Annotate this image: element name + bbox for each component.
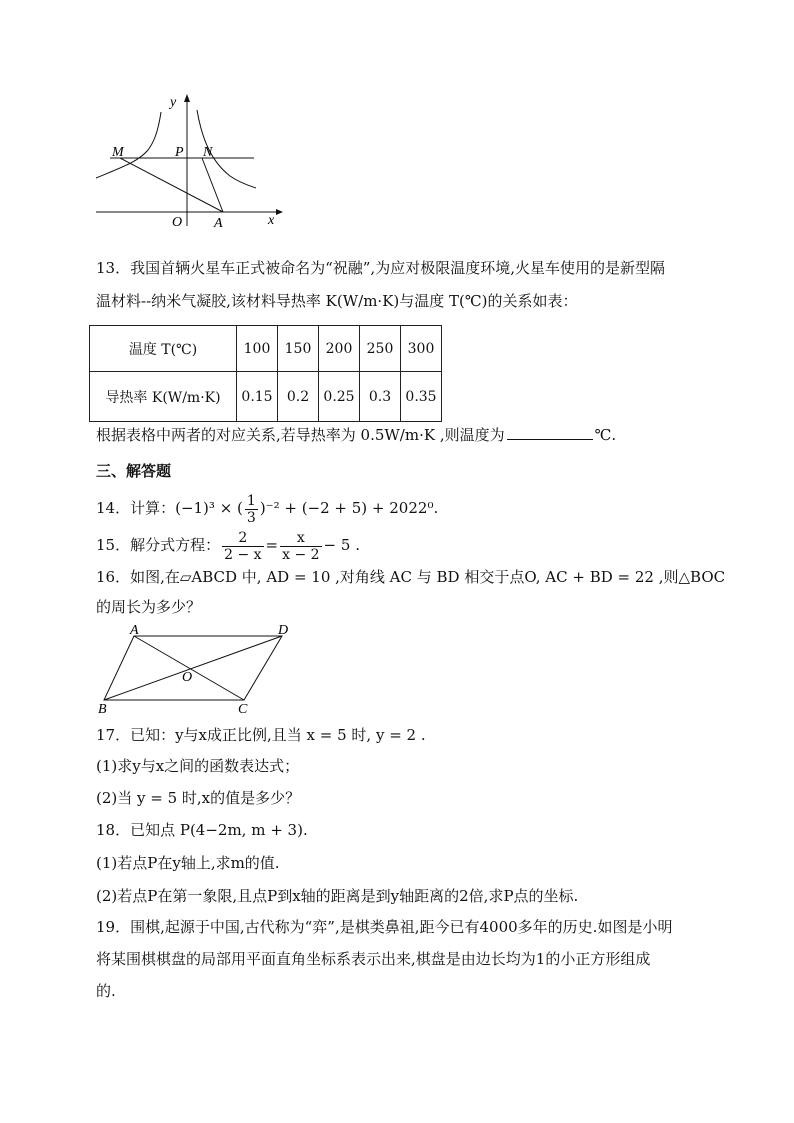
q16-line2: 的周长为多少？ — [96, 598, 202, 616]
table-cell: 250 — [360, 326, 401, 372]
q15-f2-num: x — [280, 530, 321, 547]
fig16-label-o: O — [182, 670, 193, 685]
table-cell: 0.3 — [360, 372, 401, 422]
q18-line3: (2)若点P在第一象限,且点P到x轴的距离是到y轴距离的2倍,求P点的坐标. — [96, 887, 579, 905]
q15-f1-den: 2 − x — [224, 546, 262, 563]
q15 — [96, 527, 360, 563]
hyperbola-figure — [90, 90, 290, 230]
fig16-label-a: A — [130, 624, 139, 638]
fig12-label-m: M — [112, 145, 124, 160]
q14 — [96, 490, 438, 526]
fig12-label-a: A — [214, 216, 223, 230]
fig12-label-x: x — [268, 213, 275, 228]
q15-f2-den: x − 2 — [282, 546, 320, 563]
table-cell: 0.35 — [401, 372, 442, 422]
fig12-label-y: y — [170, 95, 177, 110]
table-cell: 0.25 — [319, 372, 360, 422]
q19-line2: 将某围棋棋盘的局部用平面直角坐标系表示出来,棋盘是由边长均为1的小正方形组成 — [96, 950, 651, 968]
q14-frac-den: 3 — [246, 509, 256, 526]
table-cell: 300 — [401, 326, 442, 372]
q13-question — [96, 425, 616, 445]
q14-expr-a: (−1)³ × ( — [175, 499, 243, 517]
q15-equals: = — [265, 536, 279, 554]
fig16-label-b: B — [98, 702, 107, 716]
section-title: 三、解答题 — [96, 462, 172, 480]
fig12-label-o: O — [172, 215, 183, 230]
q18-line1: 18．已知点 P(4−2m, m + 3). — [96, 821, 308, 839]
q15-fraction-1 — [222, 530, 263, 563]
q14-expr-b: )⁻² + (−2 + 5) + 2022⁰. — [259, 499, 439, 517]
answer-blank — [507, 425, 593, 440]
q15-fraction-2 — [280, 530, 321, 563]
q17-line3: (2)当 y = 5 时,x的值是多少？ — [96, 789, 301, 807]
q19-line1: 19．围棋,起源于中国,古代称为“弈”,是棋类鼻祖,距今已有4000多年的历史.如图是小明 — [96, 918, 673, 936]
table-cell: 100 — [237, 326, 278, 372]
table-header-temperature: 温度 T(℃) — [90, 326, 237, 372]
table-cell: 0.2 — [278, 372, 319, 422]
q15-tail: − 5 . — [323, 536, 360, 554]
q14-frac-num: 1 — [246, 492, 256, 509]
q17-line2: (1)求y与x之间的函数表达式； — [96, 757, 300, 775]
q13-line1: 13．我国首辆火星车正式被命名为“祝融”,为应对极限温度环境,火星车使用的是新型隔 — [96, 259, 665, 277]
q13-unit: ℃. — [594, 426, 617, 444]
fig12-label-n: N — [203, 145, 213, 160]
q15-f1-num: 2 — [222, 530, 263, 547]
q14-prefix: 14．计算： — [96, 499, 176, 517]
q18-line2: (1)若点P在y轴上,求m的值. — [96, 854, 280, 872]
q19-line3: 的. — [96, 982, 116, 1000]
q16-line1: 16．如图,在▱ABCD 中, AD = 10 ,对角线 AC 与 BD 相交于点O, AC + BD = 22 ,则△BOC — [96, 568, 726, 586]
parallelogram-figure — [92, 624, 302, 716]
fig12-label-p: P — [175, 145, 184, 160]
conductivity-table — [89, 325, 442, 422]
q15-prefix: 15．解分式方程： — [96, 536, 221, 554]
q13-after-text: 根据表格中两者的对应关系,若导热率为 0.5W/m·K ,则温度为 — [96, 426, 505, 444]
table-header-conductivity: 导热率 K(W/m·K) — [90, 372, 237, 422]
table-cell: 150 — [278, 326, 319, 372]
q17-line1: 17．已知：y与x成正比例,且当 x = 5 时, y = 2 . — [96, 726, 426, 744]
q13-line2: 温材料--纳米气凝胶,该材料导热率 K(W/m·K)与温度 T(℃)的关系如表： — [96, 292, 578, 310]
fig16-label-c: C — [238, 702, 248, 716]
q14-fraction — [245, 493, 258, 526]
table-cell: 200 — [319, 326, 360, 372]
table-cell: 0.15 — [237, 372, 278, 422]
fig16-label-d: D — [278, 624, 289, 638]
